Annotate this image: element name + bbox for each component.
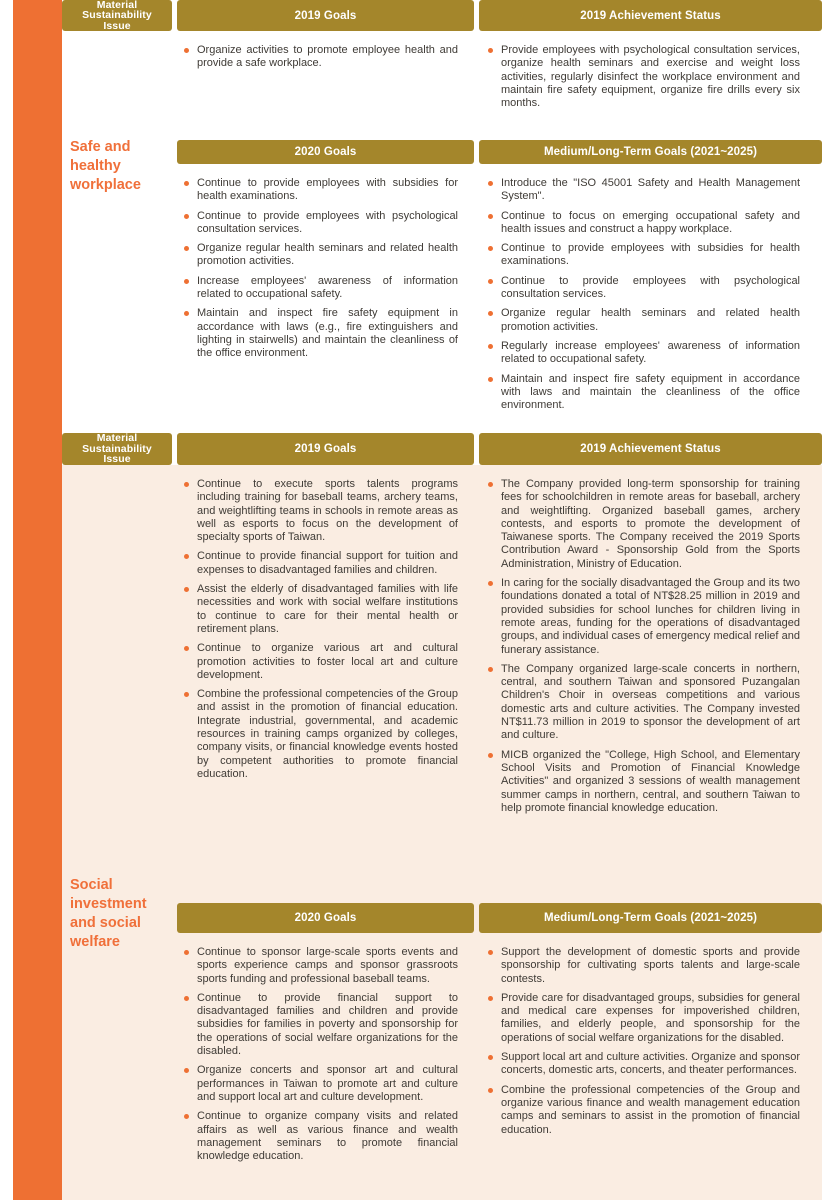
s2-medium-long-goals-cell	[479, 933, 822, 1143]
bullet-item: Continue to provide employees with psychological consultation services.	[183, 210, 458, 237]
bullet-item: Organize regular health seminars and related health promotion activities.	[183, 242, 458, 269]
bullet-item: Maintain and inspect fire safety equipment in accordance with laws (e.g., fire extinguishers and lighting in stairwells) and maintain the cleanliness of the office environment.	[183, 307, 458, 360]
s1-medium-long-goals-list	[487, 177, 800, 412]
issue-header-line: Issue	[103, 19, 131, 32]
issue-header-line: Sustainability	[82, 442, 152, 455]
s1-2020-goals-list	[183, 177, 458, 361]
s2-issue-column-header	[62, 433, 172, 465]
bullet-item: The Company provided long-term sponsorship for training fees for schoolchildren in remote areas for baseball, archery and weightlifting. Organized baseball games, archery contests, and esports to promote the development of Taiwanese sports. The Company received the 2019 Sports Contribution Award - Sponsorship Gold from the Sports Administration, Ministry of Education.	[487, 478, 800, 571]
bullet-item: Continue to organize various art and cultural promotion activities to foster local art and culture development.	[183, 642, 458, 682]
section-accent-bar	[13, 0, 62, 1200]
s1-2019-goals-list	[183, 44, 458, 71]
bullet-item: Continue to provide employees with subsidies for health examinations.	[183, 177, 458, 204]
bullet-item: Continue to provide financial support for tuition and expenses to disadvantaged families and children.	[183, 550, 458, 577]
bullet-item: Continue to provide employees with psychological consultation services.	[487, 275, 800, 302]
s1-medium-long-goals-cell	[479, 164, 822, 418]
s2-2020-goals-list	[183, 946, 458, 1163]
s2-medium-long-goals-list	[487, 946, 800, 1137]
bullet-item: Assist the elderly of disadvantaged families with life necessities and work with social welfare institutions to continue to care for their mental health or retirement plans.	[183, 583, 458, 636]
s1-medium-long-goals-header: Medium/Long-Term Goals (2021~2025)	[479, 140, 822, 164]
issue-header-line: Sustainability	[82, 9, 152, 22]
issue-header-line: Issue	[103, 453, 131, 466]
bullet-item: In caring for the socially disadvantaged the Group and its two foundations donated a total of NT$28.25 million in 2019 and provided subsidies for school lunches for children living in remote areas, funding for the operations of disadvantaged groups, and individual cases of emergency medical relief and funerary assistance.	[487, 577, 800, 657]
s1-2019-achievement-header: 2019 Achievement Status	[479, 0, 822, 31]
bullet-item: Maintain and inspect fire safety equipment in accordance with laws and maintain the cleanliness of the office environment.	[487, 373, 800, 413]
s2-2019-goals-header: 2019 Goals	[177, 433, 474, 465]
bullet-item: Provide care for disadvantaged groups, subsidies for general and medical care expenses for impoverished children, families, and elderly people, and sponsorship for the operations of social welfare organizations for the disabled.	[487, 992, 800, 1045]
bullet-item: Introduce the "ISO 45001 Safety and Health Management System".	[487, 177, 800, 204]
s1-issue-column-header	[62, 0, 172, 31]
s2-2019-goals-list	[183, 478, 458, 781]
s2-2019-achievement-list	[487, 478, 800, 815]
s2-2019-achievement-header: 2019 Achievement Status	[479, 433, 822, 465]
bullet-item: Continue to provide financial support to disadvantaged families and children and provide subsidies for families in poverty and sponsorship for the operations of social welfare organizations for the disabled.	[183, 992, 458, 1058]
bullet-item: The Company organized large-scale concerts in northern, central, and southern Taiwan and sponsored Puzangalan Children's Choir in overseas competitions and various domestic arts and culture activities. The Company invested NT$11.73 million in 2019 to sponsor the development of art and culture.	[487, 663, 800, 743]
bullet-item: Continue to execute sports talents programs including training for baseball teams, archery teams, and weightlifting teams in schools in remote areas as well as esports to focus on the development of specialty sports of Taiwan.	[183, 478, 458, 544]
s1-2019-achievement-cell	[479, 31, 822, 116]
s1-2019-achievement-list	[487, 44, 800, 110]
s2-2019-achievement-cell	[479, 465, 822, 821]
s1-2019-goals-header: 2019 Goals	[177, 0, 474, 31]
bullet-item: Regularly increase employees' awareness of information related to occupational safety.	[487, 340, 800, 367]
bullet-item: Organize regular health seminars and related health promotion activities.	[487, 307, 800, 334]
s2-medium-long-goals-header: Medium/Long-Term Goals (2021~2025)	[479, 903, 822, 933]
s1-2020-goals-header: 2020 Goals	[177, 140, 474, 164]
bullet-item: Support local art and culture activities. Organize and sponsor concerts, domestic arts, concerts, and theater performances.	[487, 1051, 800, 1078]
bullet-item: MICB organized the "College, High School, and Elementary School Visits and Promotion of Financial Knowledge Activities" and organized 3 sessions of wealth management summer camps in northern, central, and southern Taiwan to help promote financial knowledge education.	[487, 749, 800, 815]
bullet-item: Combine the professional competencies of the Group and assist in the promotion of financial education. Integrate industrial, governmental, and academic resources in training camps organized by colleges, company visits, or financial knowledge events hosted by competent authorities to promote financial education.	[183, 688, 458, 781]
bullet-item: Continue to focus on emerging occupational safety and health issues and construct a happy workplace.	[487, 210, 800, 237]
bullet-item: Continue to provide employees with subsidies for health examinations.	[487, 242, 800, 269]
s1-2020-goals-cell	[177, 164, 474, 367]
bullet-item: Combine the professional competencies of the Group and organize various finance and wealth management education camps and seminars to assist in the promotion of financial education.	[487, 1084, 800, 1137]
bullet-item: Organize concerts and sponsor art and cultural performances in Taiwan to promote art and culture and support local art and culture development.	[183, 1064, 458, 1104]
bullet-item: Support the development of domestic sports and provide sponsorship for cultivating sports talents and large-scale contests.	[487, 946, 800, 986]
bullet-item: Organize activities to promote employee health and provide a safe workplace.	[183, 44, 458, 71]
bullet-item: Increase employees' awareness of information related to occupational safety.	[183, 275, 458, 302]
s2-2019-goals-cell	[177, 465, 474, 787]
bullet-item: Continue to organize company visits and related affairs as well as various finance and wealth management seminars to promote financial knowledge education.	[183, 1110, 458, 1163]
bullet-item: Provide employees with psychological consultation services, organize health seminars and exercise and weight loss activities, regularly disinfect the workplace environment and maintain fire safety equipment, organize fire drills every six months.	[487, 44, 800, 110]
issue-header-line: Material	[96, 432, 138, 445]
bullet-item: Continue to sponsor large-scale sports events and sports experience camps and sponsor grassroots sports funding and professional baseball teams.	[183, 946, 458, 986]
issue-header-line: Material	[96, 0, 138, 11]
s2-2020-goals-header: 2020 Goals	[177, 903, 474, 933]
s1-2019-goals-cell	[177, 31, 474, 77]
s2-2020-goals-cell	[177, 933, 474, 1169]
s1-issue-label: Safe and healthy workplace	[70, 139, 141, 193]
s2-issue-label: Social investment and social welfare	[70, 877, 147, 950]
